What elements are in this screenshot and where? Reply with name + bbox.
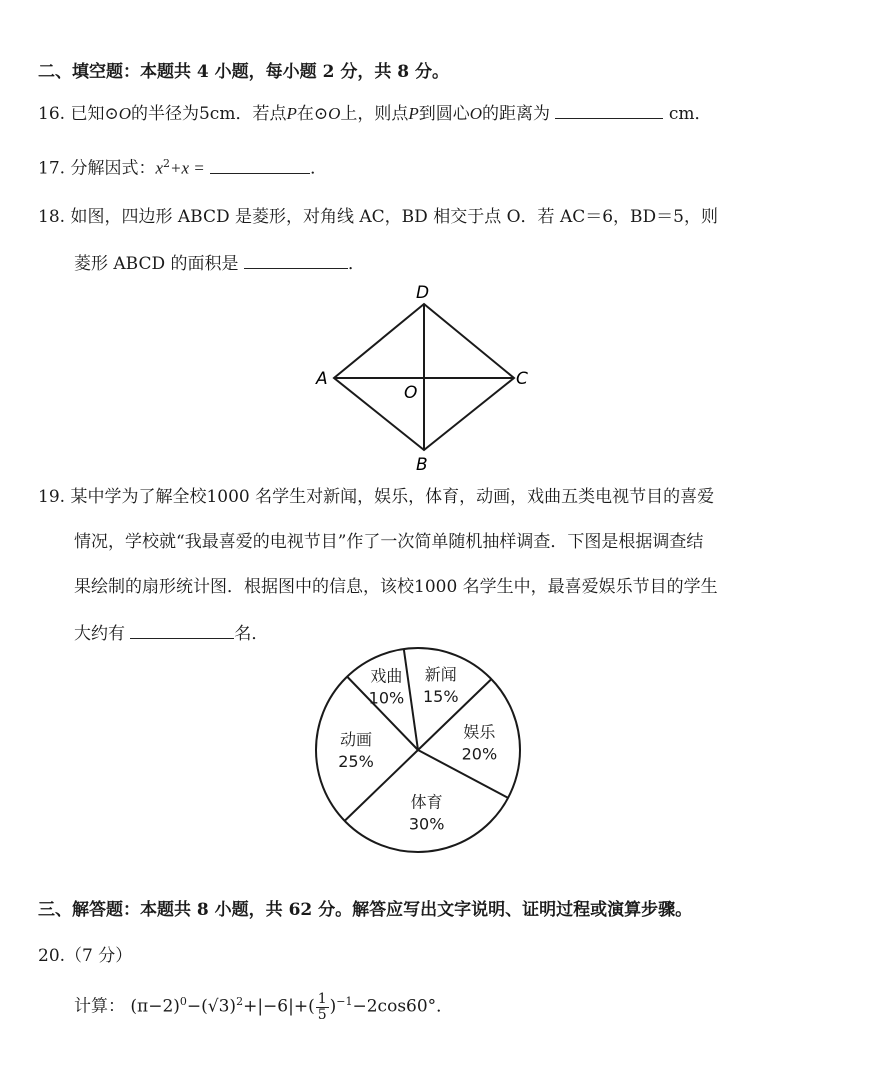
- question-19-line4: 大约有 名．: [74, 620, 268, 646]
- answer-blank[interactable]: [555, 100, 663, 119]
- pie-slice-name: 娱乐: [463, 722, 496, 742]
- section-2-heading: 二、填空题：本题共 4 小题，每小题 2 分，共 8 分。: [38, 62, 449, 82]
- pie-slice-percent: 20%: [461, 744, 498, 764]
- question-20: [38, 944, 132, 968]
- pie-slice-name: 新闻: [424, 664, 457, 684]
- center-label-o: O: [404, 383, 418, 403]
- pie-slice-boundary: [404, 649, 418, 750]
- vertex-label-a: A: [316, 369, 328, 389]
- pie-slice-percent: 15%: [423, 686, 459, 706]
- question-19-line3: 果绘制的扇形统计图．根据图中的信息，该校1000 名学生中，最喜爱娱乐节目的学生: [74, 577, 718, 597]
- question-number: 19.: [38, 487, 66, 507]
- answer-blank[interactable]: [244, 250, 348, 269]
- pie-slice-percent: 30%: [408, 814, 445, 834]
- answer-blank[interactable]: [210, 155, 310, 174]
- question-19: 19. 某中学为了解全校1000 名学生对新闻，娱乐，体育，动画，戏曲五类电视节目的喜爱: [38, 487, 715, 507]
- question-number: 20.（7 分）: [38, 946, 133, 966]
- rhombus-figure: [300, 278, 560, 478]
- vertex-label-b: B: [416, 455, 428, 475]
- pie-slice-percent: 10%: [368, 688, 405, 708]
- question-number: 17.: [38, 158, 66, 179]
- pie-slice-percent: 25%: [338, 751, 374, 771]
- fraction-one-fifth: $\frac{1}{5}$: [317, 990, 327, 1023]
- pie-slice-name: 动画: [340, 729, 373, 749]
- question-20-expression: 计算： $(\pi-2)^0-(√3)^2+|-6|+$( $\frac{1}{5}$ )$^{-1}$−2cos60°．: [74, 990, 454, 1023]
- answer-blank[interactable]: [130, 620, 234, 639]
- vertex-label-d: D: [416, 283, 430, 303]
- vertex-label-c: C: [516, 369, 528, 389]
- question-18-line2: 菱形 ABCD 的面积是 ．: [74, 250, 365, 276]
- question-number: 18.: [38, 207, 66, 227]
- pie-chart: [310, 645, 530, 860]
- section-3-heading: 三、解答题：本题共 8 小题，共 62 分。解答应写出文字说明、证明过程或演算步骤。: [38, 900, 693, 920]
- question-17: 17. 分解因式：$x^2+x$ = ．: [38, 152, 327, 181]
- question-16: 16. 已知⊙O的半径为5cm．若点P在⊙O上，则点P到圆心O的距离为 cm．: [38, 100, 712, 126]
- pie-slice-name: 体育: [410, 792, 443, 812]
- pie-slice-name: 戏曲: [370, 666, 403, 686]
- question-19-line2: 情况，学校就“我最喜爱的电视节目”作了一次简单随机抽样调查．下图是根据调查结: [74, 532, 704, 552]
- question-number: 16.: [38, 104, 66, 124]
- question-18: 18. 如图，四边形 ABCD 是菱形，对角线 AC，BD 相交于点 O．若 AC＝6，BD＝5，则: [38, 207, 718, 227]
